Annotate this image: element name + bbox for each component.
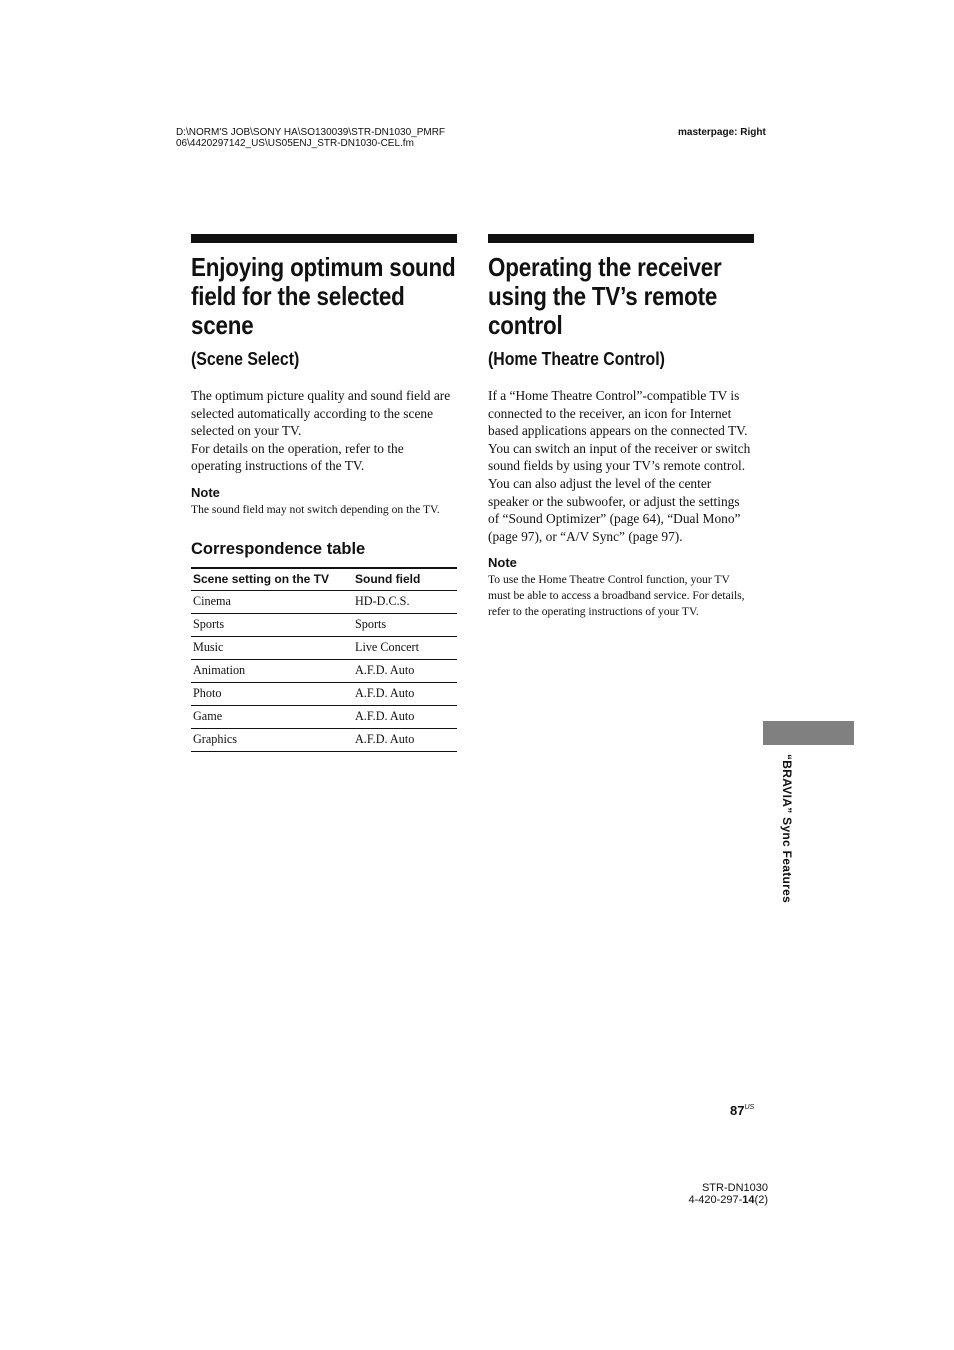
table-cell: Music — [191, 636, 353, 659]
table-cell: A.F.D. Auto — [353, 705, 457, 728]
note-text: The sound field may not switch depending on the TV. — [191, 502, 440, 516]
table-row — [191, 659, 457, 682]
page-number-suffix: US — [744, 1104, 755, 1111]
chapter-tab-marker — [763, 721, 854, 745]
page-number-value: 87 — [730, 1103, 745, 1118]
table-row — [191, 705, 457, 728]
table-cell: Photo — [191, 682, 353, 705]
file-path-header — [176, 127, 445, 149]
table-cell: Cinema — [191, 590, 353, 613]
section-title: Enjoying optimum sound field for the selected scene — [191, 252, 456, 340]
table-header-row — [191, 568, 457, 591]
table-cell: A.F.D. Auto — [353, 659, 457, 682]
chapter-side-label: “BRAVIA” Sync Features — [780, 754, 794, 904]
left-column — [191, 234, 457, 752]
section-rule — [191, 234, 457, 243]
table-cell: Live Concert — [353, 636, 457, 659]
file-path-line-2: 06\4420297142_US\US05ENJ_STR-DN1030-CEL.fm — [176, 138, 414, 149]
table-cell: A.F.D. Auto — [353, 682, 457, 705]
section-subtitle: (Home Theatre Control) — [488, 349, 665, 369]
correspondence-table — [191, 567, 457, 752]
page-number — [730, 1103, 754, 1118]
model-footer — [686, 1182, 768, 1206]
code-bold: 14 — [742, 1194, 755, 1206]
column-header: Sound field — [353, 568, 457, 591]
body-paragraph: If a “Home Theatre Control”-compatible TV is connected to the receiver, an icon for Internet based applications appears on the connected TV. — [488, 388, 748, 439]
note-label: Note — [191, 484, 220, 500]
file-path-line-1: D:\NORM'S JOB\SONY HA\SO130039\STR-DN1030_PMRF — [176, 127, 446, 138]
table-row — [191, 613, 457, 636]
table-cell: A.F.D. Auto — [353, 728, 457, 751]
body-paragraph: For details on the operation, refer to the operating instructions of the TV. — [191, 440, 404, 474]
table-cell: Game — [191, 705, 353, 728]
model-name: STR-DN1030 — [701, 1182, 768, 1194]
document-code — [686, 1194, 768, 1206]
table-cell: Graphics — [191, 728, 353, 751]
code-suffix: (2) — [754, 1194, 768, 1206]
masterpage-label: masterpage: Right — [678, 127, 766, 138]
column-header: Scene setting on the TV — [191, 568, 353, 591]
right-column — [488, 234, 754, 620]
body-paragraph: The optimum picture quality and sound field are selected automatically according to the scene selected on your TV. — [191, 388, 451, 439]
body-paragraph: You can switch an input of the receiver or switch sound fields by using your TV’s remote control. You can also adjust the level of the center speaker or the subwoofer, or adjust the settings of “Sound Optimizer” (page 64), “Dual Mono” (page 97), or “A/V Sync” (page 97). — [488, 440, 751, 544]
section-title: Operating the receiver using the TV’s remote control — [488, 252, 722, 340]
table-cell: Sports — [353, 613, 457, 636]
table-cell: Sports — [191, 613, 353, 636]
table-cell: HD-D.C.S. — [353, 590, 457, 613]
table-row — [191, 728, 457, 751]
code-prefix: 4-420-297- — [688, 1194, 743, 1206]
table-cell: Animation — [191, 659, 353, 682]
note-text: To use the Home Theatre Control function, your TV must be able to access a broadband service. For details, refer to the operating instructions of your TV. — [488, 573, 745, 619]
table-row — [191, 636, 457, 659]
section-subtitle: (Scene Select) — [191, 349, 300, 369]
section-rule — [488, 234, 754, 243]
table-row — [191, 682, 457, 705]
note-label: Note — [488, 555, 517, 571]
table-row — [191, 590, 457, 613]
table-title: Correspondence table — [191, 539, 366, 558]
